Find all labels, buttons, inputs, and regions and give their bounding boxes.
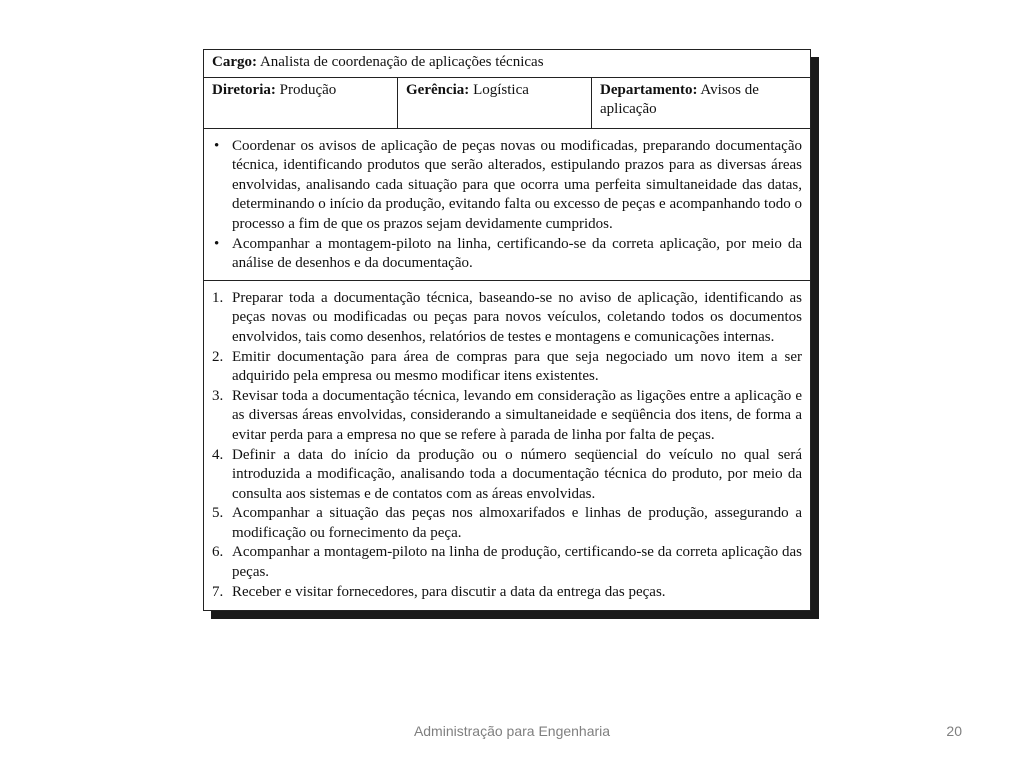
bullet-icon: • — [214, 235, 220, 252]
diretoria-cell — [204, 78, 398, 128]
duty-number: 4. — [212, 446, 224, 463]
duty-item — [212, 504, 802, 543]
duty-text: Acompanhar a situação das peças nos almoxarifados e linhas de produção, assegurando a modificação ou fornecimento da peça. — [232, 505, 802, 541]
summary-item-text: Acompanhar a montagem-piloto na linha, certificando-se da correta aplicação, por meio da análise de desenhos e da documentação. — [232, 235, 802, 272]
gerencia-value: Logística — [473, 81, 529, 98]
slide-page-number: 20 — [946, 723, 962, 739]
diretoria-label: Diretoria: — [212, 81, 276, 98]
duty-item — [212, 289, 802, 348]
duty-item — [212, 543, 802, 582]
duty-number: 2. — [212, 348, 224, 365]
duty-text: Emitir documentação para área de compras para que seja negociado um novo item a ser adquirido pela empresa ou mesmo modificar itens existentes. — [232, 348, 802, 385]
duty-text: Definir a data do início da produção ou o número seqüencial do veículo no qual será introduzida a modificação, analisando toda a documentação técnica do produto, por meio da consulta aos sistemas e de contatos com as áreas envolvidas. — [232, 446, 802, 502]
job-description-table — [203, 49, 811, 611]
diretoria-value: Produção — [279, 81, 337, 98]
summary-item-text: Coordenar os avisos de aplicação de peças novas ou modificadas, preparando documentação técnica, identificando produtos que serão alterados, estipulando prazos para as diversas áreas envolvidas, analisando cada situação para que ocorra uma perfeita simultaneidade das datas, determinando o início da produção, evitando falta ou excesso de peças e acompanhando todo o processo a fim de que os prazos sejam devidamente cumpridos. — [232, 137, 802, 232]
summary-item — [212, 137, 802, 235]
departamento-label: Departamento: — [600, 81, 698, 98]
duty-number: 1. — [212, 289, 224, 306]
duty-text: Receber e visitar fornecedores, para discutir a data da entrega das peças. — [232, 583, 666, 600]
cargo-label: Cargo: — [212, 54, 257, 70]
duty-text: Preparar toda a documentação técnica, baseando-se no aviso de aplicação, identificando as peças novas ou modificadas ou peças para novos veículos, coletando todos os documentos envolvidos, tais como desenhos, relatórios de testes e montagens e comunicações internas. — [232, 289, 802, 345]
duty-number: 7. — [212, 583, 224, 600]
duty-item — [212, 583, 802, 603]
duty-number: 3. — [212, 387, 224, 404]
duty-number: 5. — [212, 505, 224, 522]
duty-text: Revisar toda a documentação técnica, levando em consideração as ligações entre a aplicação e as diversas áreas envolvidas, considerando a simultaneidade e seqüência dos itens, de forma a evitar perda para a empresa no que se refere à parada de linha por falta de peças. — [232, 387, 802, 443]
duty-item — [212, 446, 802, 505]
cargo-value: Analista de coordenação de aplicações técnicas — [259, 54, 544, 70]
summary-list — [212, 137, 802, 274]
gerencia-cell — [398, 78, 592, 128]
job-duties-section — [204, 281, 810, 611]
duty-item — [212, 387, 802, 446]
departamento-cell — [592, 78, 810, 128]
departamento-value: Avisos de aplicação — [600, 81, 759, 118]
gerencia-label: Gerência: — [406, 81, 470, 98]
bullet-icon: • — [214, 137, 220, 154]
duty-number: 6. — [212, 544, 224, 561]
slide-footer-title: Administração para Engenharia — [413, 723, 611, 739]
duty-item — [212, 348, 802, 387]
duties-list — [212, 289, 802, 603]
organization-row — [204, 78, 810, 129]
cargo-row — [204, 50, 810, 78]
summary-item — [212, 235, 802, 274]
duty-text: Acompanhar a montagem-piloto na linha de produção, certificando-se da correta aplicação das peças. — [232, 544, 802, 581]
job-summary-section — [204, 129, 810, 281]
